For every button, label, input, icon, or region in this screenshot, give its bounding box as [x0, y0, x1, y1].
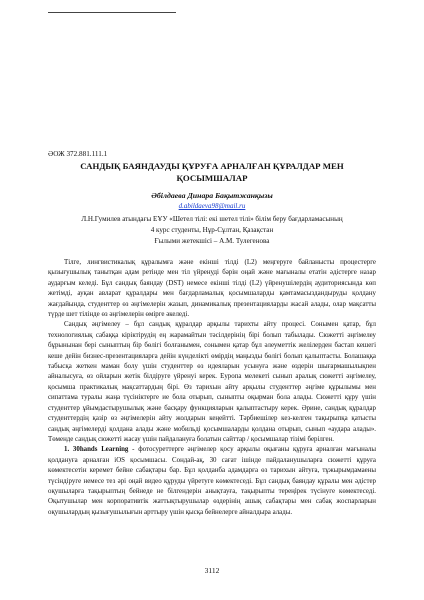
- article-body: [48, 258, 376, 518]
- tool-description: - фотосуреттерге әңгімелер қосу арқылы оқығаны құруға арналған мағыналы қолдануға арналған iOS қосымшасы. Сондай-ақ, 30 сағат ішінде пайдаланушыларға сюжетті құруға көмектесетін керемет бейне сабақтары бар. Бұл қолданба адамдарға өз тарихын айтуға, тұжырымдамаены түсіндіруге немесе тез әрі оңай видео құруды үйретуге көмектеседі. Бұл сандық баяндау құралы мен әдістер оқушыларға тақырыптың бейнеде не білгендерін анықтауға, тақырыпты тереңірек түсінуге көмектеседі. Оқытушылар мен корпоративтік жаттықтырушылар өздерінің ашық сабақтары мен сабақ жоспарларын оқушылардың қызығушылығын арттыру үшін қысқа бейнелерге айналдыра алады.: [48, 446, 377, 516]
- title-line-2: ҚОСЫМШАЛАР: [176, 172, 248, 183]
- paragraph-1: Тілге, лингвистикалық құралымға және екінші тілді (L2) меңгеруге байланысты процестерге қызығушылық танытқан адам ретінде мен тіл үйренуді бәрін оңай және мағыналы етатін әдістерге назар аударғым келеді. Бұл сандық баяндау (DST) немесе екінші тілді (L2) үйренушілердің аудиториясында көп жетімді, ауқан авлаpат құралдары мен бағдарламалық қосымшаларды қамтамасыздандыруды қолдану жағдайында, студенттер өз әңгімелерін жазып, динамикалық презентацияларды жасай алады, олар мақсатты түрде шет тілінде өз әңгімелерін өмірге әкеледі.: [48, 259, 376, 319]
- author-email[interactable]: d.abildaeva98@mail.ru: [178, 202, 246, 210]
- page-number: 3112: [204, 566, 220, 575]
- affiliation-line-1: Л.Н.Гумилев атындағы ЕҰУ «Шетел тілі: екі шетел тілі» білім беру бағдарламасының: [81, 215, 343, 223]
- tool-name: 1. 30hands Learning: [64, 446, 129, 454]
- top-rule: [48, 12, 176, 13]
- paragraph-3: [48, 445, 376, 518]
- supervisor: Ғылыми жетекшісі – А.М. Тулегенова: [154, 237, 270, 245]
- title-line-1: САНДЫҚ БАЯНДАУДЫ ҚҰРУҒА АРНАЛҒАН ҚҰРАЛДАР МЕН: [80, 161, 344, 171]
- paragraph-2: Сандық әңгімелеу – бұл сандық құралдар арқылы тарихты айту процесі. Сонымен қатар, бұл технологиялық сабаққа кіріктірудің ең жарамайтын тәсілдерінің бірі болып табылады. Сюжетті әңгімелеу бұрынынан бері сыныптың бір бөлігі болғанымен, сонымен қатар бұл әлеуметтік желілерден бастап кешегі кеше дейін бизнес-презентацияларға дейін күнделікті өмірдің маңызды бөлігі болып қалыптасты. Болашаққа табысқа жеткен маман болу үшін студенттер өз идеяларын усынуға және өздерін шығармашылықпен айналысуға, өз ойларын жетік білдіруге үйренуі керек. Еуропа мелекеті сынып аралық сюжетті әңгімелеу, қосымша практикалық мақсаттардың бірі. Өз тарихын айту арқылы студенттер әңгіме құрылымы мен сипаттама туралы жаңа түсініктерге ие бола отырып, сыныпты оқырман бола алады. Сюжетті құру үшін студенттер ұйымдастырушылық және басқару функцияларын қалыптастыру керек. Әрине, сандық құралдар студенттердің қазір өз әңгімелерін айту жолдарын кеңейтті. Тәрбиешілер кез-келген тақырыпқа қатысты сандық әңгімелерді қолдана алады және мобильді қосымшаларды қолдана отырып, сынып «аудара алады». Төменде сандық сюжетті жасау үшін пайдалануға болатын сайттар / қосымшалар тізімі берілген.: [48, 321, 376, 443]
- udc-code: ӘОЖ 372.881.111.1: [48, 150, 108, 158]
- author-name: Әбілдаева Динара Бақытжанқызы: [151, 191, 273, 200]
- article-title: [48, 161, 376, 184]
- affiliation-line-2: 4 курс студенты, Нұр-Сұлтан, Қазақстан: [150, 226, 274, 234]
